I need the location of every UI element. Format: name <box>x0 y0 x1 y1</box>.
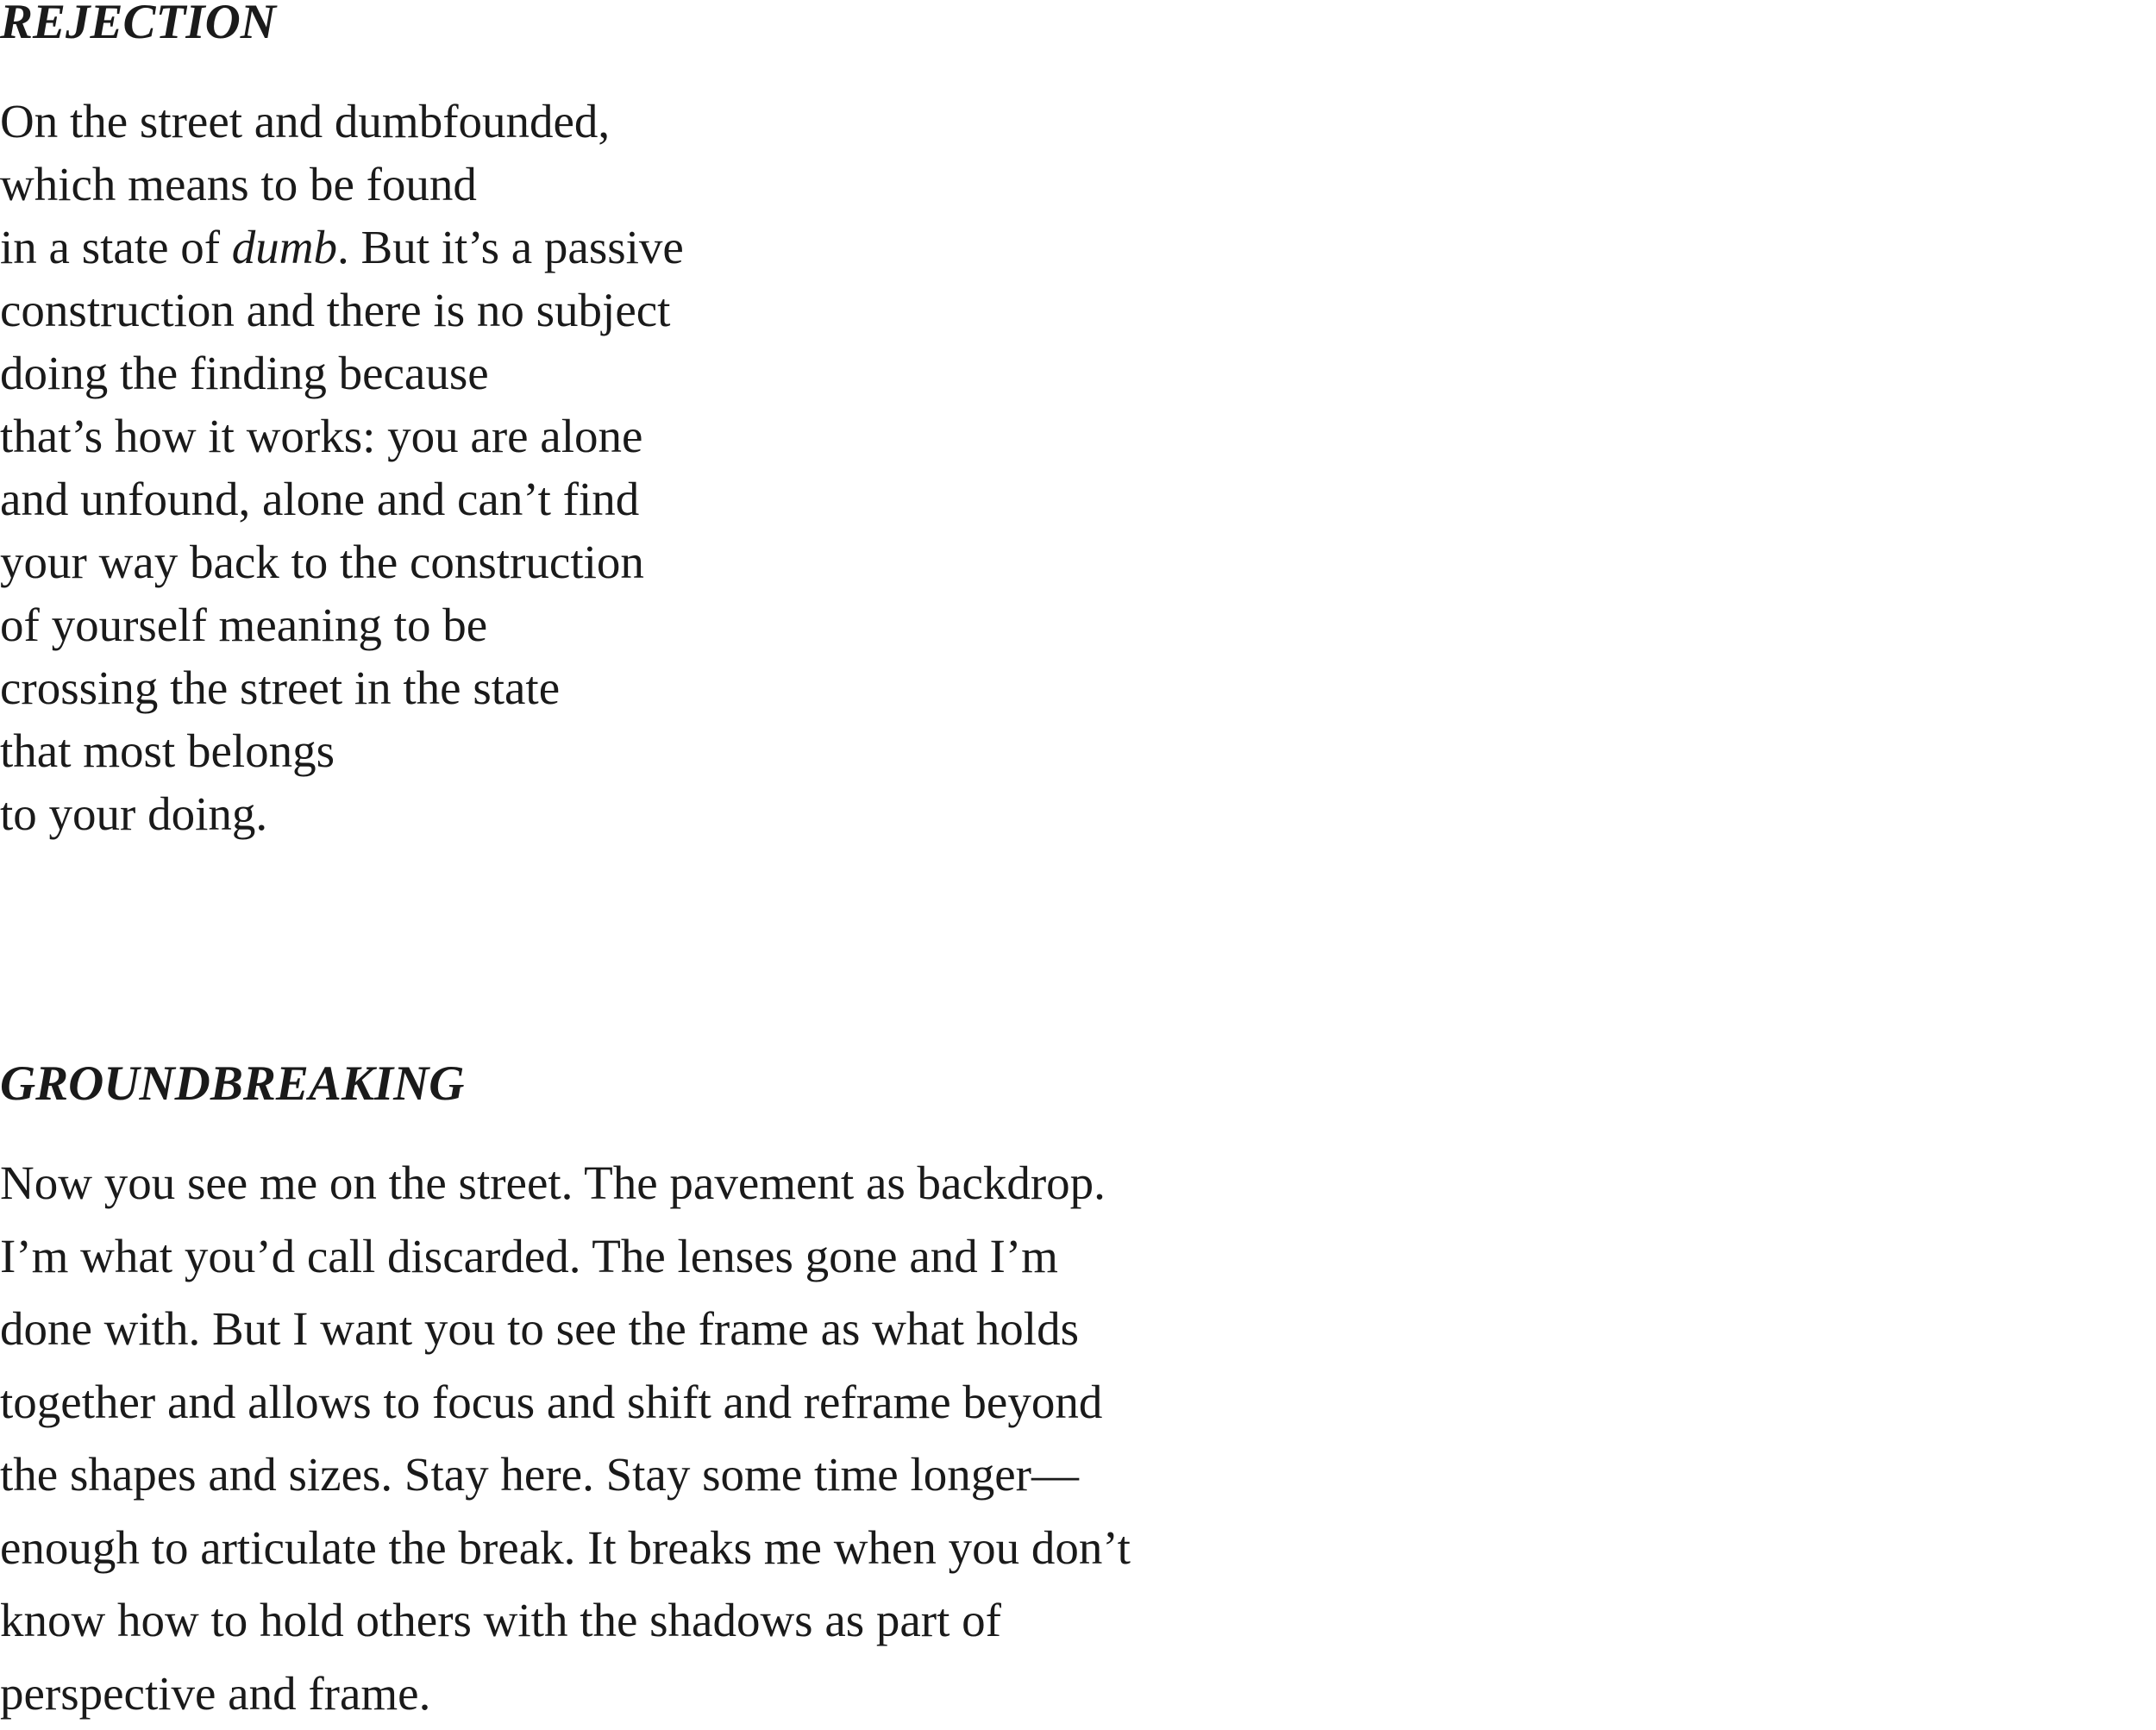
poem-line <box>0 216 684 279</box>
poem-title: REJECTION <box>0 0 684 45</box>
line-text: On the street and dumbfounded, <box>0 95 610 147</box>
line-text: your way back to the construction <box>0 536 644 588</box>
line-text: doing the finding because <box>0 347 489 399</box>
line-text: crossing the street in the state <box>0 661 560 714</box>
line-text: . But it’s a passive <box>337 221 684 273</box>
poem-line <box>0 1293 1131 1366</box>
line-text: done with. But I want you to see the frame as what holds <box>0 1302 1079 1355</box>
poem-line <box>0 1220 1131 1294</box>
poem-line <box>0 467 684 530</box>
line-text: perspective and frame. <box>0 1667 430 1720</box>
poem-line <box>0 1584 1131 1658</box>
poem-line <box>0 90 684 153</box>
poem-line <box>0 1439 1131 1512</box>
poem-line <box>0 1512 1131 1585</box>
poem-line <box>0 404 684 467</box>
poem-rejection <box>0 0 684 845</box>
poem-line <box>0 342 684 404</box>
poem-line <box>0 279 684 342</box>
poem-title: GROUNDBREAKING <box>0 1054 1131 1114</box>
poem-line <box>0 593 684 656</box>
poem-line <box>0 782 684 845</box>
poem-line <box>0 1658 1131 1730</box>
line-text: the shapes and sizes. Stay here. Stay some time longer— <box>0 1448 1079 1501</box>
poem-line <box>0 530 684 593</box>
line-text: know how to hold others with the shadows as part of <box>0 1594 1001 1646</box>
line-text: I’m what you’d call discarded. The lenses gone and I’m <box>0 1230 1058 1282</box>
line-text: in a state of <box>0 221 232 273</box>
poem-line <box>0 1147 1131 1220</box>
poem-groundbreaking <box>0 1054 1131 1730</box>
emphasized-word: dumb <box>232 221 337 273</box>
line-text: which means to be found <box>0 158 477 210</box>
poem-line <box>0 153 684 216</box>
line-text: to your doing. <box>0 787 267 840</box>
poem-line <box>0 656 684 719</box>
poem-body <box>0 90 684 845</box>
line-text: that’s how it works: you are alone <box>0 410 642 462</box>
poem-line <box>0 719 684 782</box>
line-text: and unfound, alone and can’t find <box>0 473 639 525</box>
line-text: construction and there is no subject <box>0 284 670 336</box>
line-text: Now you see me on the street. The pavement as backdrop. <box>0 1156 1106 1209</box>
line-text: that most belongs <box>0 724 335 777</box>
line-text: of yourself meaning to be <box>0 599 487 651</box>
line-text: enough to articulate the break. It breaks me when you don’t <box>0 1521 1131 1574</box>
poem-body <box>0 1147 1131 1730</box>
line-text: together and allows to focus and shift and reframe beyond <box>0 1376 1102 1428</box>
poem-line <box>0 1366 1131 1439</box>
